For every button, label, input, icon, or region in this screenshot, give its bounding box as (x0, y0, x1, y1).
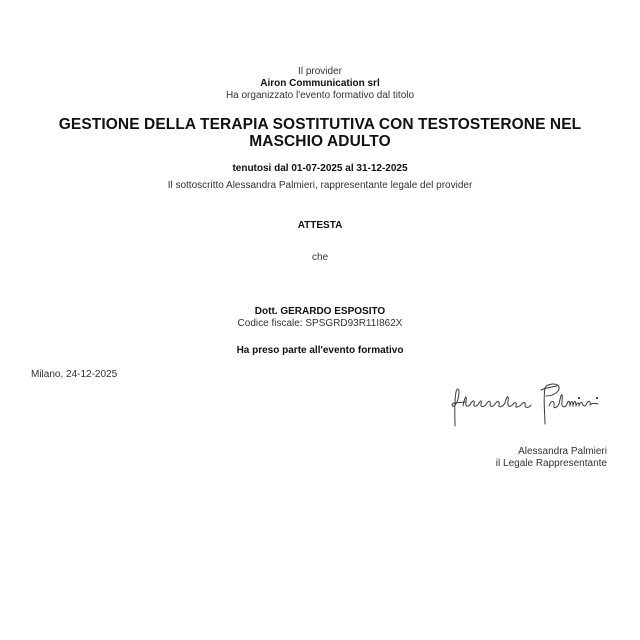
signature-block (496, 446, 607, 470)
fiscal-code: Codice fiscale: SPSGRD93R11I862X (237, 318, 403, 329)
participation-text: Ha preso parte all'evento formativo (236, 345, 404, 356)
signatory-text: Il sottoscritto Alessandra Palmieri, rappresentante legale del provider (167, 180, 473, 191)
provider-label: Il provider (298, 66, 342, 77)
participant-name: Dott. GERARDO ESPOSITO (254, 306, 386, 317)
attesta-heading: ATTESTA (297, 220, 343, 231)
signatory-name: Alessandra Palmieri (518, 446, 607, 457)
signatory-role: il Legale Rappresentante (495, 458, 607, 469)
provider-name: Airon Communication srl (260, 78, 380, 89)
place-date: Milano, 24-12-2025 (31, 369, 118, 380)
handwritten-signature-icon (445, 378, 605, 428)
event-dates: tenutosi dal 01-07-2025 al 31-12-2025 (232, 163, 408, 174)
che-text: che (311, 252, 329, 263)
organized-text: Ha organizzato l'evento formativo dal titolo (225, 90, 415, 101)
event-title: GESTIONE DELLA TERAPIA SOSTITUTIVA CON TESTOSTERONE NEL MASCHIO ADULTO (58, 116, 582, 150)
